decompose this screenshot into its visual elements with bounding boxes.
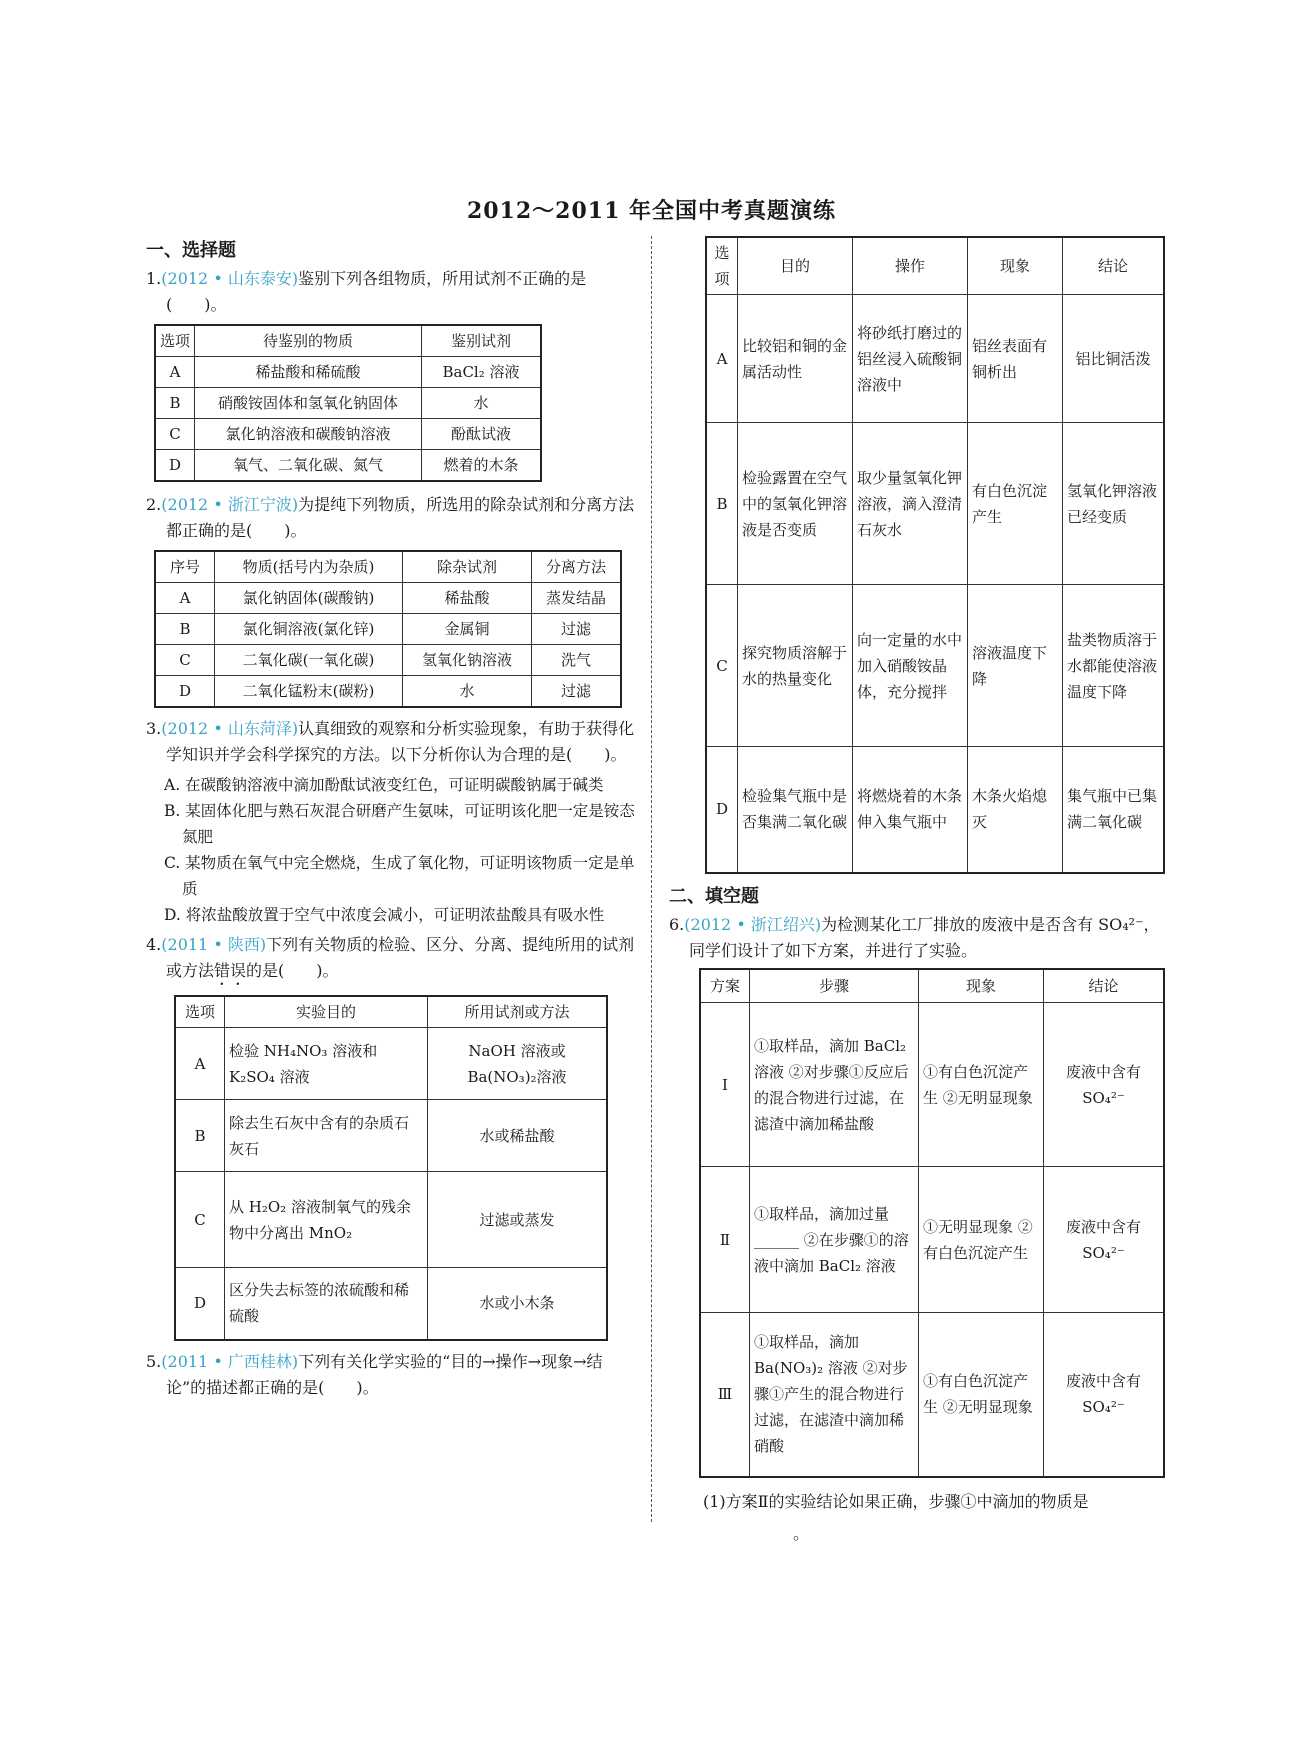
q4-table	[174, 995, 608, 1341]
question-4: 4.(2011 • 陕西)下列有关物质的检验、区分、分离、提纯所用的试剂或方法错误的是( )。	[146, 935, 635, 980]
table-row: Ⅲ ①取样品，滴加 Ba(NO₃)₂ 溶液 ②对步骤①产生的混合物进行过滤，在滤渣中滴加稀硝酸 ①有白色沉淀产生 ②无明显现象 废液中含有 SO₄²⁻	[700, 1313, 1164, 1477]
option-c: C. 某物质在氧气中完全燃烧，生成了氧化物，可证明该物质一定是单质	[164, 854, 635, 898]
table-row: C 从 H₂O₂ 溶液制氧气的残余物中分离出 MnO₂ 过滤或蒸发	[175, 1172, 607, 1268]
option-b: B. 某固体化肥与熟石灰混合研磨产生氨味，可证明该化肥一定是铵态氮肥	[164, 802, 635, 846]
question-6-sub-1: (1)方案Ⅱ的实验结论如果正确，步骤①中滴加的物质是 。	[703, 1491, 1089, 1543]
left-column	[140, 236, 638, 1405]
table-row: A 检验 NH₄NO₃ 溶液和 K₂SO₄ 溶液 NaOH 溶液或 Ba(NO₃)₂溶液	[175, 1028, 607, 1100]
table-header-row: 方案 步骤 现象 结论	[700, 969, 1164, 1003]
question-source: (2011 • 广西桂林)	[161, 1351, 299, 1371]
page-title: 2012～2011 年全国中考真题演练	[466, 198, 837, 224]
question-text: 下列有关化学实验的“目的→操作→现象→结论”的描述都正确的是( )。	[166, 1351, 603, 1397]
table-header-row: 选项 目的 操作 现象 结论	[706, 237, 1164, 295]
question-source: (2012 • 浙江宁波)	[161, 495, 299, 514]
question-3: 3.(2012 • 山东菏泽)认真细致的观察和分析实验现象，有助于获得化学知识并学会科学探究的方法。以下分析你认为合理的是( )。	[146, 719, 635, 764]
table-row: B 氯化铜溶液(氯化锌) 金属铜 过滤	[155, 614, 621, 645]
option-d: D. 将浓盐酸放置于空气中浓度会减小，可证明浓盐酸具有吸水性	[164, 906, 605, 924]
table-row: C 氯化钠溶液和碳酸钠溶液 酚酞试液	[155, 419, 541, 450]
table-row: B 除去生石灰中含有的杂质石灰石 水或稀盐酸	[175, 1100, 607, 1172]
table-header-row: 序号 物质(括号内为杂质) 除杂试剂 分离方法	[155, 551, 621, 583]
table-row: A 比较铝和铜的金属活动性 将砂纸打磨过的铝丝浸入硫酸铜溶液中 铝丝表面有铜析出 铝比铜活泼	[706, 295, 1164, 423]
question-source: (2011 • 陕西)	[161, 935, 267, 954]
question-2: 2.(2012 • 浙江宁波)为提纯下列物质，所选用的除杂试剂和分离方法都正确的是( )。	[146, 495, 635, 540]
question-5: 5.(2011 • 广西桂林)下列有关化学实验的“目的→操作→现象→结论”的描述都正确的是( )。	[146, 1351, 603, 1397]
question-text: 为检测某化工厂排放的废液中是否含有 SO₄²⁻，同学们设计了如下方案，并进行了实验。	[689, 914, 1160, 960]
table-row: D 区分失去标签的浓硫酸和稀硫酸 水或小木条	[175, 1268, 607, 1340]
question-6: 6.(2012 • 浙江绍兴)为检测某化工厂排放的废液中是否含有 SO₄²⁻，同学们设计了如下方案，并进行了实验。	[669, 914, 1160, 960]
q6-table	[699, 968, 1165, 1478]
table-row: D 检验集气瓶中是否集满二氧化碳 将燃烧着的木条伸入集气瓶中 木条火焰熄灭 集气瓶中已集满二氧化碳	[706, 747, 1164, 873]
question-1: 1.(2012 • 山东泰安)鉴别下列各组物质，所用试剂不正确的是( )。	[146, 269, 587, 314]
right-column	[663, 236, 1163, 1554]
table-header-row: 选项 待鉴别的物质 鉴别试剂	[155, 325, 541, 357]
q2-table	[154, 550, 622, 708]
question-source: (2012 • 山东菏泽)	[161, 719, 299, 738]
table-row: B 检验露置在空气中的氢氧化钾溶液是否变质 取少量氢氧化钾溶液，滴入澄清石灰水 有白色沉淀产生 氢氧化钾溶液已经变质	[706, 423, 1164, 585]
emphasis-text: 错误	[214, 961, 247, 980]
table-row: B 硝酸铵固体和氢氧化钠固体 水	[155, 388, 541, 419]
question-text: 认真细致的观察和分析实验现象，有助于获得化学知识并学会科学探究的方法。以下分析你认为合理的是( )。	[166, 719, 635, 764]
section-heading-fill: 二、填空题	[669, 885, 759, 907]
q5-table	[705, 236, 1165, 874]
question-text: 鉴别下列各组物质，所用试剂不正确的是( )。	[166, 269, 587, 314]
question-source: (2012 • 山东泰安)	[161, 269, 299, 288]
q1-table	[154, 324, 542, 482]
table-row: C 探究物质溶解于水的热量变化 向一定量的水中加入硝酸铵晶体，充分搅拌 溶液温度下降 盐类物质溶于水都能使溶液温度下降	[706, 585, 1164, 747]
table-row: C 二氧化碳(一氧化碳) 氢氧化钠溶液 洗气	[155, 645, 621, 676]
column-divider	[651, 236, 652, 1522]
option-a: A. 在碳酸钠溶液中滴加酚酞试液变红色，可证明碳酸钠属于碱类	[164, 776, 604, 794]
table-row: D 氧气、二氧化碳、氮气 燃着的木条	[155, 450, 541, 482]
table-row: Ⅰ ①取样品，滴加 BaCl₂ 溶液 ②对步骤①反应后的混合物进行过滤，在滤渣中滴加稀盐酸 ①有白色沉淀产生 ②无明显现象 废液中含有 SO₄²⁻	[700, 1003, 1164, 1167]
table-row: A 稀盐酸和稀硫酸 BaCl₂ 溶液	[155, 357, 541, 388]
question-source: (2012 • 浙江绍兴)	[684, 914, 822, 934]
table-row: D 二氧化锰粉末(碳粉) 水 过滤	[155, 676, 621, 708]
table-row: Ⅱ ①取样品，滴加过量______ ②在步骤①的溶液中滴加 BaCl₂ 溶液 ①无明显现象 ②有白色沉淀产生 废液中含有 SO₄²⁻	[700, 1167, 1164, 1313]
section-heading-choice: 一、选择题	[146, 240, 236, 261]
question-text: 为提纯下列物质，所选用的除杂试剂和分离方法都正确的是( )。	[166, 495, 635, 540]
table-header-row: 选项 实验目的 所用试剂或方法	[175, 996, 607, 1028]
table-row: A 氯化钠固体(碳酸钠) 稀盐酸 蒸发结晶	[155, 583, 621, 614]
